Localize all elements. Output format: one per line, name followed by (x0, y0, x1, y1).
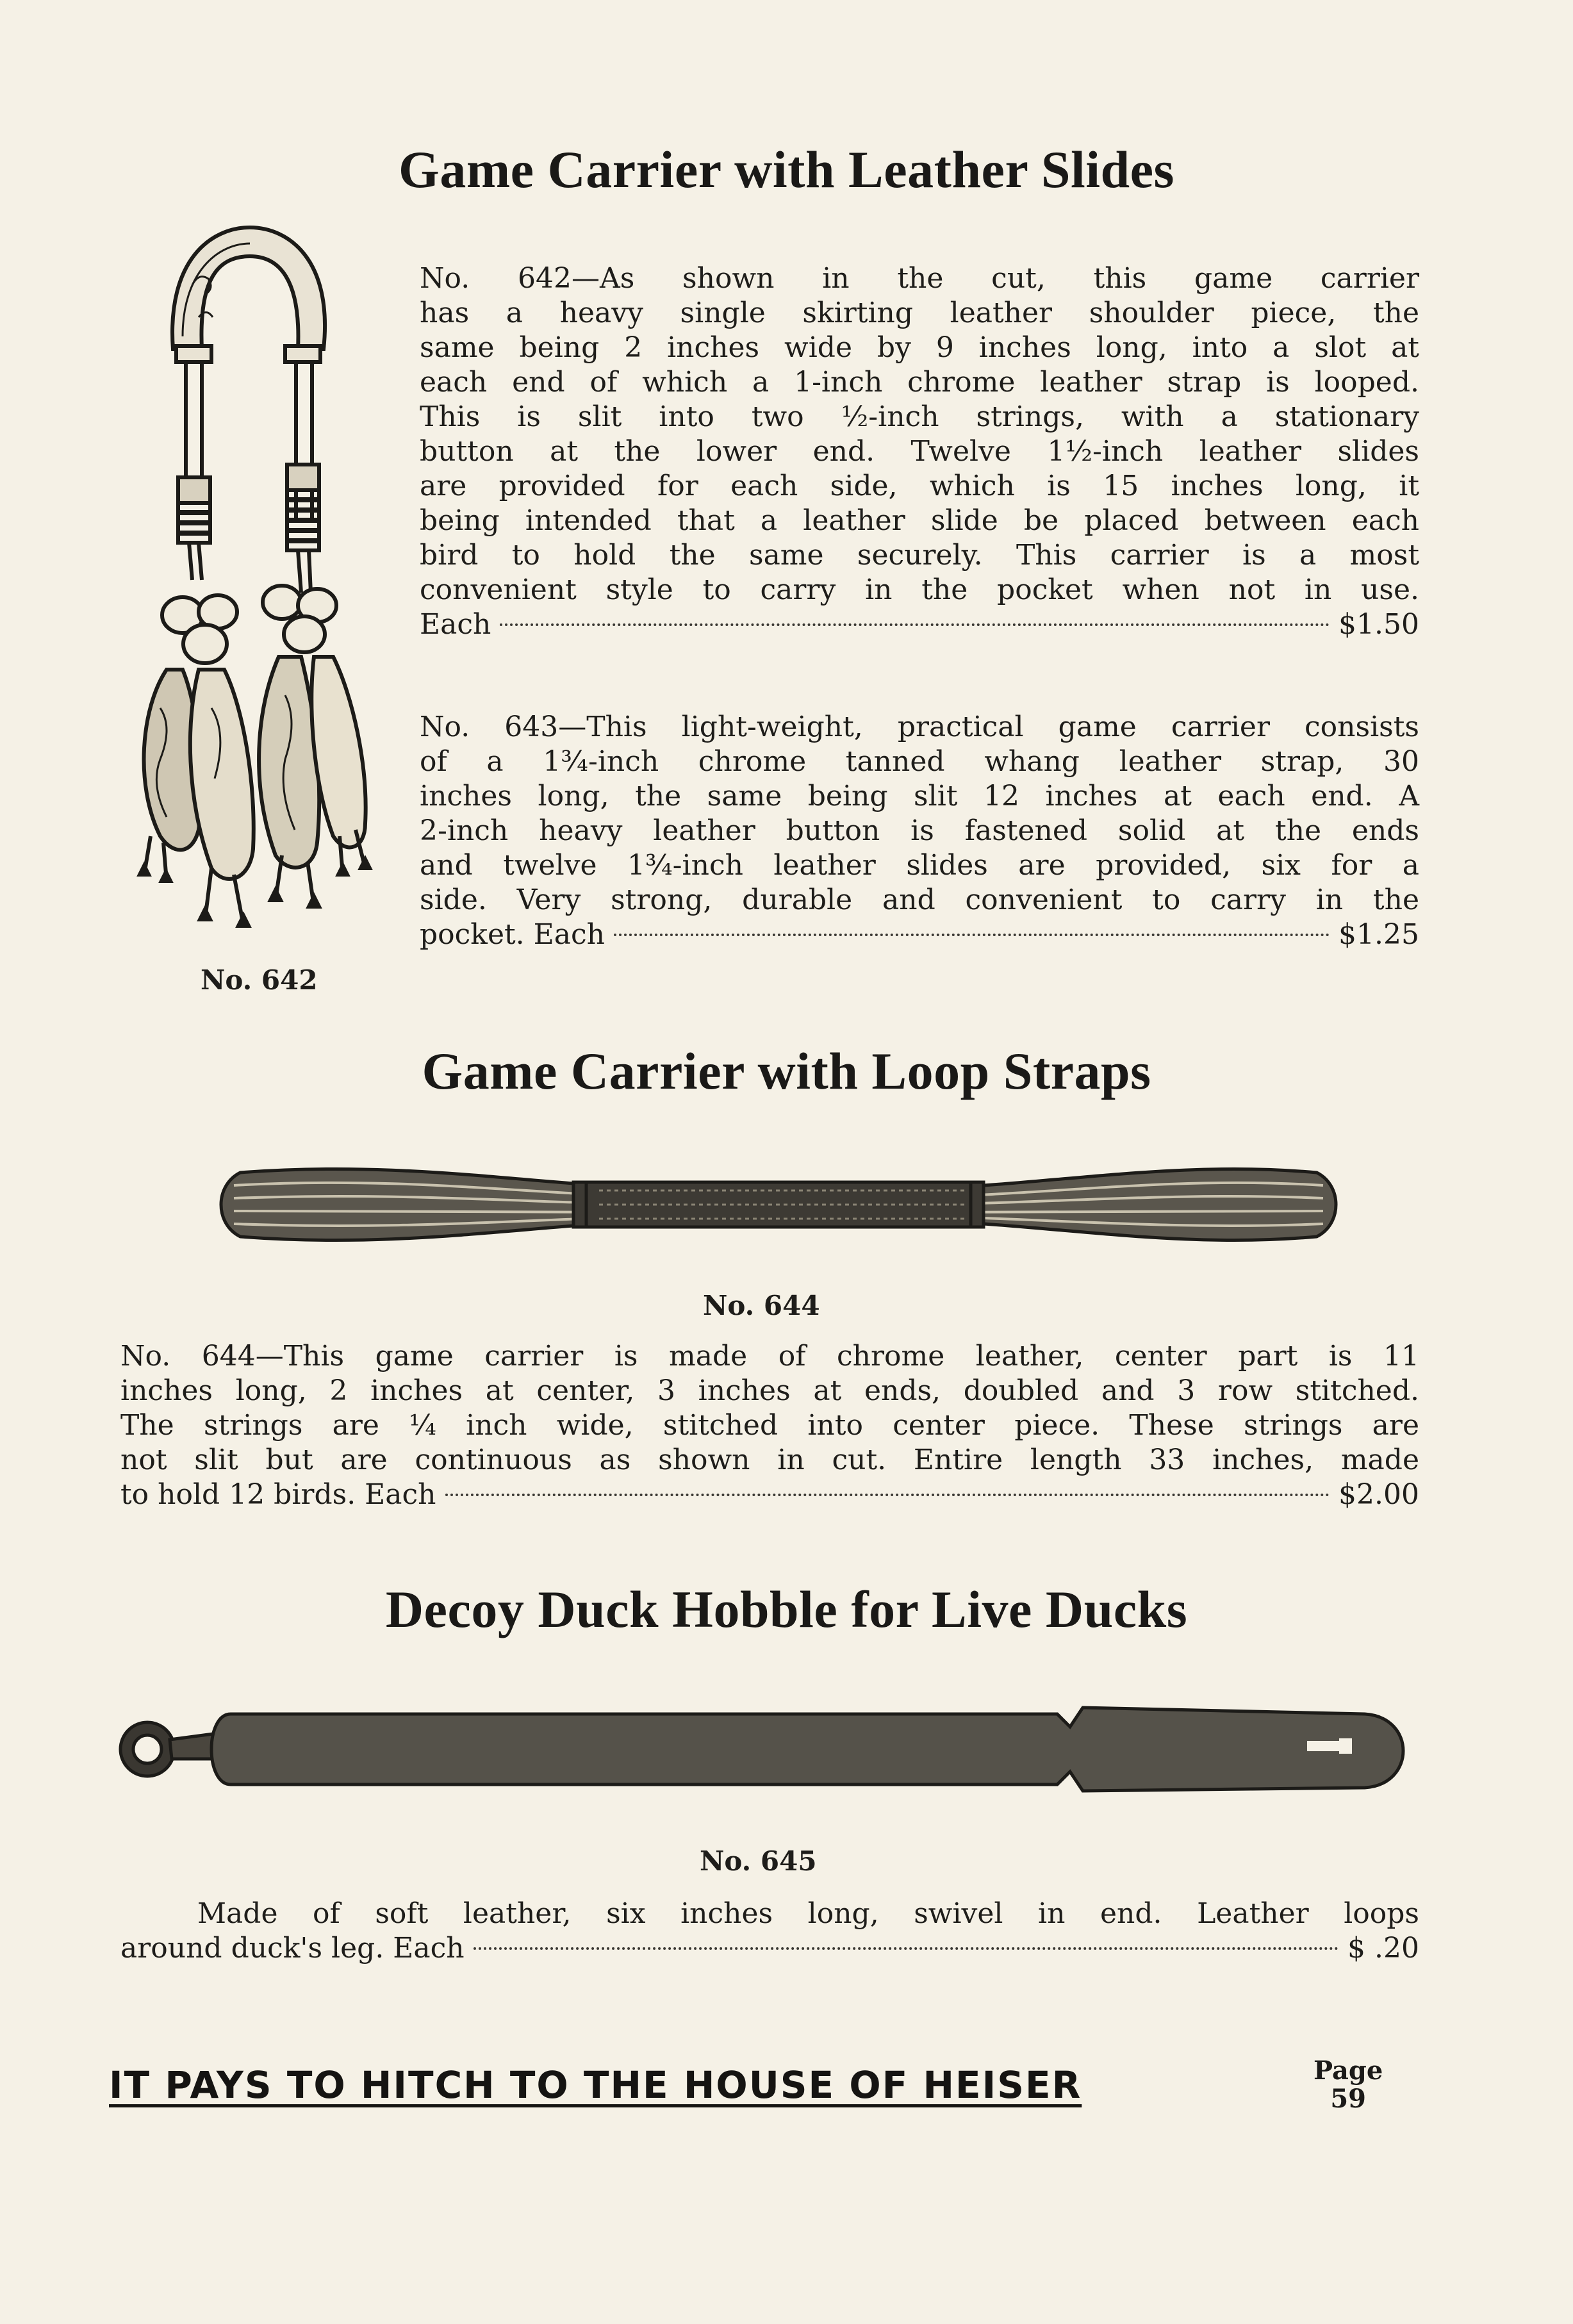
text-line: No. 642—As shown in the cut, this game carrier (420, 262, 1419, 295)
price-line-644 (120, 1478, 1419, 1512)
dot-leader (500, 623, 1330, 626)
description-642 (420, 261, 1419, 642)
price-644: $2.00 (1338, 1478, 1419, 1511)
price-643: $1.25 (1338, 918, 1419, 951)
text-line: inches long, the same being slit 12 inches at each end. A (420, 780, 1419, 812)
caption-642: No. 642 (201, 964, 318, 996)
price-line-643 (420, 918, 1419, 952)
text-line: and twelve 1¾-inch leather slides are provided, six for a (420, 849, 1419, 882)
price-line-642 (420, 607, 1419, 642)
duck-hobble-645-illustration (109, 1688, 1429, 1810)
text-line: same being 2 inches wide by 9 inches long, into a slot at (420, 331, 1419, 364)
description-645 (120, 1897, 1419, 1966)
text-line: inches long, 2 inches at center, 3 inches at ends, doubled and 3 row stitched. (120, 1374, 1419, 1407)
text-line: not slit but are continuous as shown in cut. Entire length 33 inches, made (120, 1444, 1419, 1476)
heading-loop-straps: Game Carrier with Loop Straps (422, 1042, 1151, 1100)
text-line: of a 1¾-inch chrome tanned whang leather strap, 30 (420, 745, 1419, 778)
heading-leather-slides: Game Carrier with Leather Slides (399, 140, 1174, 199)
text-line: Made of soft leather, six inches long, swivel in end. Leather loops (197, 1897, 1419, 1930)
caption-645: No. 645 (700, 1845, 817, 1877)
game-carrier-644-illustration (215, 1147, 1342, 1262)
text-line: No. 643—This light-weight, practical game carrier consists (420, 711, 1419, 743)
price-line-645 (120, 1931, 1419, 1966)
dot-leader (474, 1947, 1338, 1950)
text-line: The strings are ¼ inch wide, stitched into center piece. These strings are (120, 1409, 1419, 1442)
text-line: being intended that a leather slide be placed between each (420, 504, 1419, 537)
price-label: Each (420, 608, 491, 641)
page-label: Page (1314, 2056, 1383, 2086)
dot-leader (445, 1494, 1330, 1496)
price-642: $1.50 (1338, 608, 1419, 641)
text-line: are provided for each side, which is 15 inches long, it (420, 470, 1419, 502)
description-643 (420, 710, 1419, 952)
price-645: $ .20 (1347, 1932, 1419, 1965)
text-line: side. Very strong, durable and convenient to carry in the (420, 884, 1419, 916)
footer (109, 2057, 1467, 2140)
page-number: 59 (1330, 2084, 1366, 2114)
text-line: 2-inch heavy leather button is fastened solid at the ends (420, 814, 1419, 847)
heading-decoy-hobble: Decoy Duck Hobble for Live Ducks (385, 1580, 1188, 1638)
text-line: bird to hold the same securely. This carrier is a most (420, 539, 1419, 572)
text-line: convenient style to carry in the pocket when not in use. (420, 573, 1419, 606)
text-line: each end of which a 1-inch chrome leather strap is looped. (420, 366, 1419, 399)
text-line: has a heavy single skirting leather shoulder piece, the (420, 297, 1419, 329)
text-line: No. 644—This game carrier is made of chrome leather, center part is 11 (120, 1340, 1419, 1372)
text-line: This is slit into two ½-inch strings, with a stationary (420, 400, 1419, 433)
game-carrier-642-illustration (122, 221, 378, 958)
price-label: around duck's leg. Each (120, 1932, 465, 1965)
dot-leader (614, 934, 1330, 936)
price-label: pocket. Each (420, 918, 605, 951)
description-644 (120, 1339, 1419, 1512)
text-line: button at the lower end. Twelve 1½-inch leather slides (420, 435, 1419, 468)
price-label: to hold 12 birds. Each (120, 1478, 436, 1511)
caption-644: No. 644 (703, 1290, 820, 1321)
footer-slogan: IT PAYS TO HITCH TO THE HOUSE OF HEISER (109, 2063, 1082, 2107)
page-number-block (1314, 2057, 1383, 2113)
